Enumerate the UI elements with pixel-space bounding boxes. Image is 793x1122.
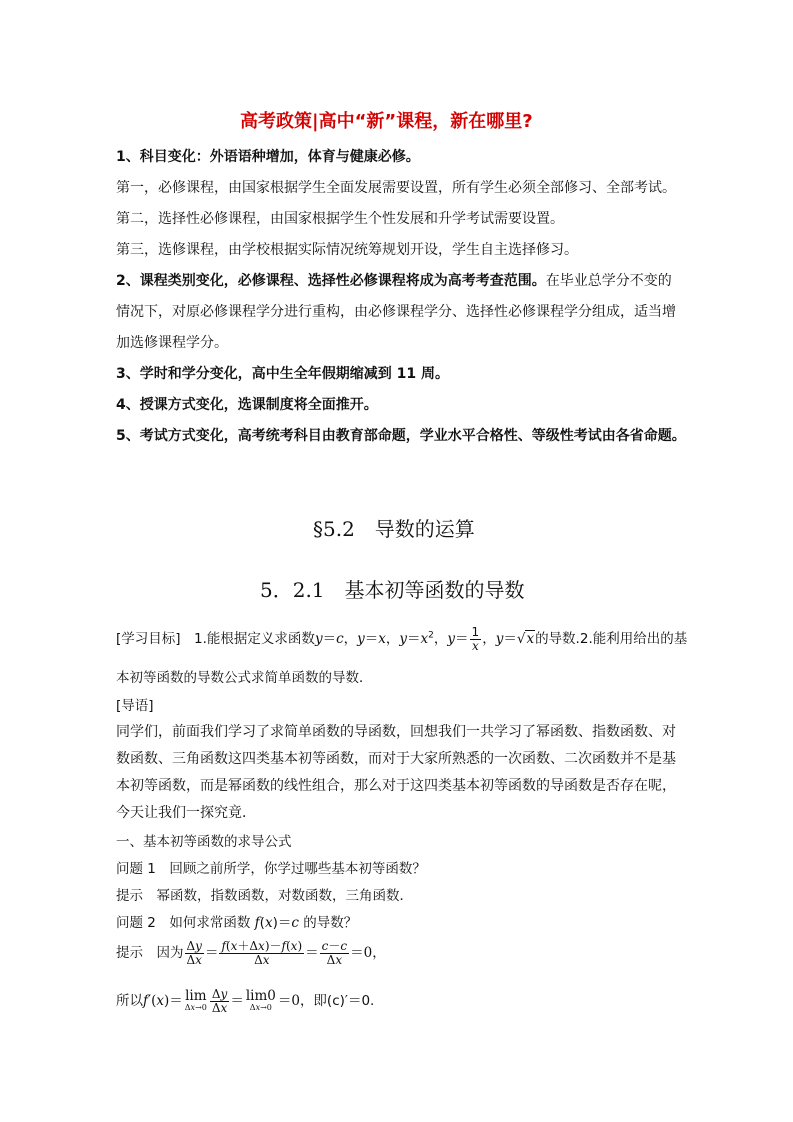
reform-text: 第二，选择性必修课程，由国家根据学生个性发展和升学考试需要设置。 bbox=[116, 211, 564, 227]
learning-goal-line: [学习目标] 1.能根据定义求函数y＝c，y＝x，$y=x^2$，y＝ $\frac{1}{x}$ ，y＝√x的导数.2.能利用给出的基 bbox=[116, 625, 688, 653]
reform-point-2-bold: 2、课程类别变化，必修课程、选择性必修课程将成为高考考查范围。 bbox=[116, 273, 546, 289]
question-1: 问题 1 回顾之前所学，你学过哪些基本初等函数？ bbox=[116, 861, 426, 877]
subsection-heading: 5．2.1 基本初等函数的导数 bbox=[260, 578, 525, 602]
reform-text: 情况下，对原必修课程学分进行重构，由必修课程学分、选择性必修课程学分组成，适当增 bbox=[116, 304, 676, 320]
reform-point-2 bbox=[116, 270, 672, 290]
reform-text: 第三，选修课程，由学校根据实际情况统筹规划开设，学生自主选择修习。 bbox=[116, 242, 578, 258]
intro-text: 本初等函数，而是幂函数的线性组合，那么对于这四类基本初等函数的导函数是否存在呢， bbox=[116, 778, 676, 794]
reform-point-2-rest: 在毕业总学分不变的 bbox=[545, 273, 672, 289]
question-2-text: 问题 2 如何求常函数 bbox=[116, 915, 255, 931]
reform-point-3: 3、学时和学分变化，高中生全年假期缩减到 11 周。 bbox=[116, 366, 449, 382]
question-2-tail: 的导数？ bbox=[303, 915, 358, 931]
intro-text: 今天让我们一探究竟． bbox=[116, 805, 256, 821]
page-title: 高考政策|高中“新”课程，新在哪里? bbox=[240, 111, 533, 132]
goal-text: 1.能根据定义求函数 bbox=[180, 631, 315, 648]
question-2: 问题 2 如何求常函数 f(x)＝c 的导数？ bbox=[116, 915, 358, 931]
so-label: 所以 bbox=[116, 993, 143, 1010]
reform-point-1: 1、科目变化：外语语种增加，体育与健康必修。 bbox=[116, 149, 420, 165]
part-heading: 一、基本初等函数的求导公式 bbox=[116, 834, 292, 850]
hint-2-label: 提示 因为 bbox=[116, 945, 184, 962]
reform-point-4: 4、授课方式变化，选课制度将全面推开。 bbox=[116, 397, 378, 413]
goal-label: [学习目标] bbox=[116, 631, 181, 648]
hint-2-formula: 提示 因为 $\frac{\Delta y}{\Delta x}$ ＝ $\frac{f(x+\Delta x)-f(x)}{\Delta x}$ ＝ $\frac{c-c}{\Delta x}$ ＝0， bbox=[116, 939, 386, 967]
reform-text: 加选修课程学分。 bbox=[116, 335, 228, 351]
learning-goal-line-2: 本初等函数的导数公式求简单函数的导数． bbox=[116, 670, 373, 686]
reform-point-5: 5、考试方式变化，高考统考科目由教育部命题，学业水平合格性、等级性考试由各省命题。 bbox=[116, 428, 686, 444]
intro-text: 同学们，前面我们学习了求简单函数的导函数，回想我们一共学习了幂函数、指数函数、对 bbox=[116, 724, 676, 740]
so-tail: ，即(c)′＝0. bbox=[299, 993, 375, 1010]
intro-text: 数函数、三角函数这四类基本初等函数，而对于大家所熟悉的一次函数、二次函数并不是基 bbox=[116, 751, 676, 767]
intro-label: [导语] bbox=[116, 698, 154, 714]
limit-formula: 所以f′(x)＝ lim Δx→0 $\frac{\Delta y}{\Delta x}$ ＝ lim0 Δx→0 ＝0，即(c)′＝0. bbox=[116, 987, 375, 1015]
goal-text-2: 的导数.2.能利用给出的基 bbox=[535, 631, 688, 648]
hint-1: 提示 幂函数，指数函数，对数函数，三角函数． bbox=[116, 888, 413, 904]
section-heading: §5.2 导数的运算 bbox=[313, 517, 475, 541]
reform-text: 第一，必修课程，由国家根据学生全面发展需要设置，所有学生必须全部修习、全部考试。 bbox=[116, 180, 676, 196]
